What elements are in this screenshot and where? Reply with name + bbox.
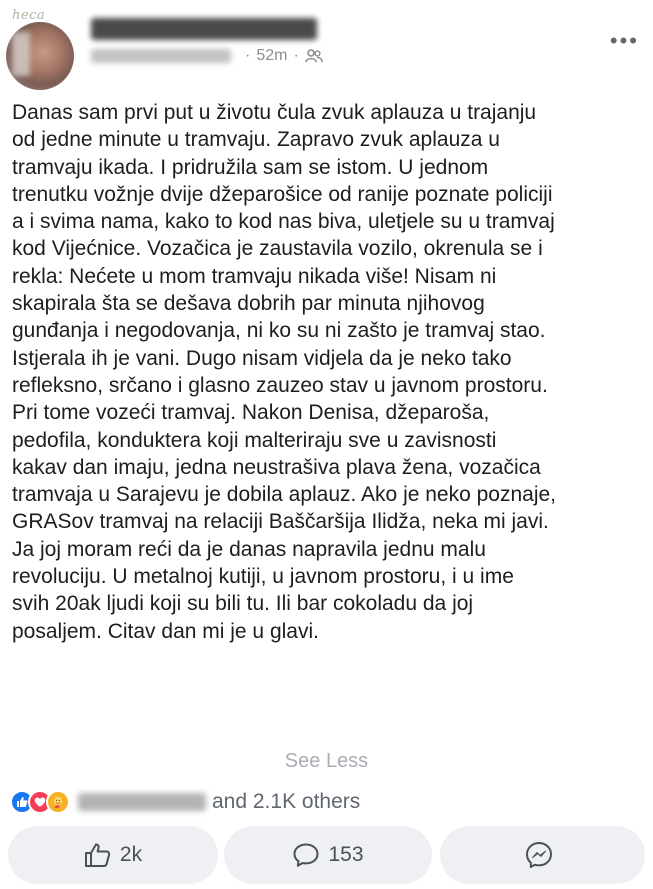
more-options-icon[interactable]: •••: [609, 28, 639, 53]
reactions-others-text: and 2.1K others: [212, 790, 361, 813]
reactions-summary[interactable]: [10, 787, 360, 817]
post-time[interactable]: 52m: [256, 47, 288, 64]
thumbs-up-icon: [84, 842, 112, 868]
author-subtitle-blurred: [91, 49, 231, 63]
see-less-link[interactable]: See Less: [284, 750, 369, 772]
separator-dot: ·: [245, 47, 251, 64]
messenger-icon: [524, 840, 554, 870]
friends-icon: [305, 49, 323, 63]
like-count: 2k: [119, 843, 143, 866]
like-button[interactable]: [8, 826, 218, 884]
post-body-text: Danas sam prvi put u životu čula zvuk aplauza u trajanju od jedne minute u tramvaju. Zapravo zvuk aplauza u tramvaju ikada. I pridružila sam se istom. U jednom trenutku vožnje dvije džeparošice od ranije poznate policiji a i svima nama, kako to kod nas biva, uletjele su u tramvaj kod Vijećnice. Vozačica je zaustavila vozilo, okrenula se i rekla: Nećete u mom tramvaju nikada više! Nisam ni skapirala šta se dešava dobrih par minuta njihovog gunđanja i negodovanja, ni ko su ni zašto je tramvaj stao. Istjerala ih je vani. Dugo nisam vidjela da je neko tako refleksno, srčano i glasno zauzeo stav u javnom prostoru. Pri tome vozeći tramvaj. Nakon Denisa, džeparoša, pedofila, konduktera koji malteriraju sve u zavisnosti kakav dan imaju, jedna neustrašiva plava žena, vozačica tramvaja u Sarajevu je dobila aplauz. Ako je neko poznaje, GRASov tramvaj na relaciji Baščaršija Ilidža, neka mi javi. Ja joj moram reći da je danas napravila jednu malu revoluciju. U metalnoj kutiji, u javnom prostoru, i u ime svih 20ak ljudi koji su bili tu. Ili bar cokoladu da joj posaljem. Citav dan mi je u glavi.: [12, 101, 557, 643]
separator-dot: ·: [293, 47, 299, 64]
avatar[interactable]: [6, 22, 74, 90]
comment-icon: [292, 842, 320, 868]
comment-count: 153: [328, 843, 364, 866]
post-header: [0, 0, 653, 90]
author-name-blurred[interactable]: [91, 18, 317, 40]
post-actions-bar: [0, 826, 653, 884]
care-icon: [46, 790, 70, 814]
reactor-name-blurred: [78, 793, 206, 811]
post-meta: [91, 46, 323, 66]
comment-button[interactable]: [224, 826, 432, 884]
watermark-logo: heca: [12, 8, 46, 23]
messenger-share-button[interactable]: [440, 826, 645, 884]
